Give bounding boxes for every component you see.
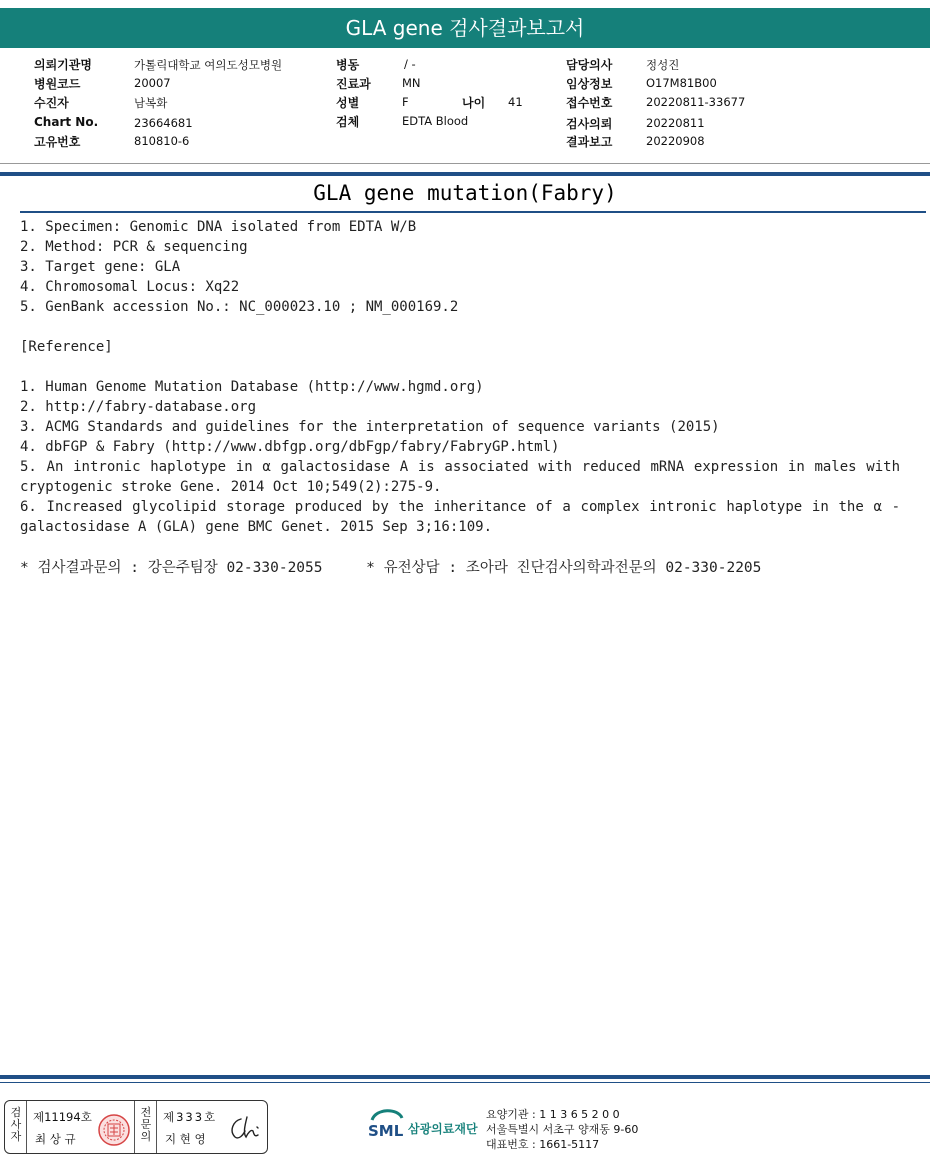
- reference-item: 1. Human Genome Mutation Database (http://www.hgmd.org): [20, 379, 484, 395]
- body-line: 4. Chromosomal Locus: Xq22: [20, 279, 240, 295]
- specialist-signature-icon: [227, 1113, 263, 1143]
- contact-info: * 검사결과문의 : 강은주팀장 02-330-2055 * 유전상담 : 조아라 진단검사의학과전문의 02-330-2205: [20, 560, 762, 576]
- chart-value: 23664681: [134, 116, 193, 130]
- reference-item: 3. ACMG Standards and guidelines for the interpretation of sequence variants (2015): [20, 419, 720, 435]
- patient-value: 남복화: [134, 96, 168, 110]
- divider: [0, 163, 930, 164]
- report-value: 20220908: [646, 134, 705, 148]
- footer-divider-thin: [0, 1082, 930, 1083]
- org-name: 삼광의료재단: [408, 1122, 478, 1136]
- unique-value: 810810-6: [134, 134, 190, 148]
- hospital-code-label: 병원코드: [34, 77, 81, 91]
- signature-box: [4, 1100, 268, 1154]
- institution-value: 가톨릭대학교 여의도성모병원: [134, 58, 283, 72]
- report-body: [20, 217, 900, 537]
- report-title: GLA gene 검사결과보고서: [0, 8, 930, 48]
- receipt-label: 접수번호: [566, 96, 613, 110]
- reference-item: 6. Increased glycolipid storage produced by the inheritance of a complex intronic haplotype in the α -galactosidase A (GLA) gene BMC Genet. 2015 Sep 3;16:109.: [20, 499, 900, 535]
- body-line: 2. Method: PCR & sequencing: [20, 239, 248, 255]
- chart-label: Chart No.: [34, 115, 99, 129]
- divider-navy: [0, 172, 930, 176]
- patient-label: 수진자: [34, 96, 69, 110]
- ward-value: / -: [404, 57, 416, 71]
- body-line: 5. GenBank accession No.: NC_000023.10 ; NM_000169.2: [20, 299, 459, 315]
- body-line: 1. Specimen: Genomic DNA isolated from EDTA W/B: [20, 219, 417, 235]
- section-title: GLA gene mutation(Fabry): [313, 181, 617, 205]
- org-code: 요양기관 : 1 1 3 6 5 2 0 0: [486, 1108, 620, 1121]
- hospital-code-value: 20007: [134, 76, 171, 90]
- unique-label: 고유번호: [34, 135, 81, 149]
- examiner-name: 최 상 규: [35, 1132, 76, 1146]
- age-label: 나이: [462, 96, 486, 110]
- clinical-label: 임상정보: [566, 77, 613, 91]
- sex-value: F: [402, 95, 409, 109]
- request-value: 20220811: [646, 116, 705, 130]
- reference-item: 5. An intronic haplotype in α galactosidase A is associated with reduced mRNA expression in males with cryptogenic stroke Gene. 2014 Oct 10;549(2):275-9.: [20, 459, 900, 495]
- org-phone: 대표번호 : 1661-5117: [486, 1138, 600, 1151]
- footer-divider: [0, 1075, 930, 1079]
- specialist-label: 전문의: [140, 1106, 152, 1143]
- examiner-number: 제11194호: [33, 1110, 92, 1124]
- doctor-value: 정성진: [646, 58, 680, 72]
- section-underline: [20, 211, 926, 213]
- specimen-label: 검체: [336, 115, 360, 129]
- svg-text:SML: SML: [368, 1122, 404, 1140]
- dept-value: MN: [402, 76, 421, 90]
- org-info: [486, 1107, 638, 1152]
- age-value: 41: [508, 95, 523, 109]
- ward-label: 병동: [336, 58, 360, 72]
- report-label: 결과보고: [566, 135, 613, 149]
- reference-heading: [Reference]: [20, 339, 113, 355]
- request-label: 검사의뢰: [566, 117, 613, 131]
- institution-label: 의뢰기관명: [34, 58, 92, 72]
- dept-label: 진료과: [336, 77, 371, 91]
- org-address: 서울특별시 서초구 양재동 9-60: [486, 1123, 639, 1136]
- specialist-number: 제333호: [163, 1110, 218, 1124]
- specialist-name: 지 현 영: [165, 1132, 206, 1146]
- specimen-value: EDTA Blood: [402, 114, 469, 128]
- doctor-label: 담당의사: [566, 58, 613, 72]
- body-line: 3. Target gene: GLA: [20, 259, 181, 275]
- examiner-label: 검사자: [10, 1106, 22, 1143]
- clinical-value: O17M81B00: [646, 76, 717, 90]
- receipt-value: 20220811-33677: [646, 95, 746, 109]
- reference-item: 2. http://fabry-database.org: [20, 399, 257, 415]
- sex-label: 성별: [336, 96, 360, 110]
- reference-item: 4. dbFGP & Fabry (http://www.dbfgp.org/dbFgp/fabry/FabryGP.html): [20, 439, 560, 455]
- sml-logo-icon: [366, 1106, 406, 1140]
